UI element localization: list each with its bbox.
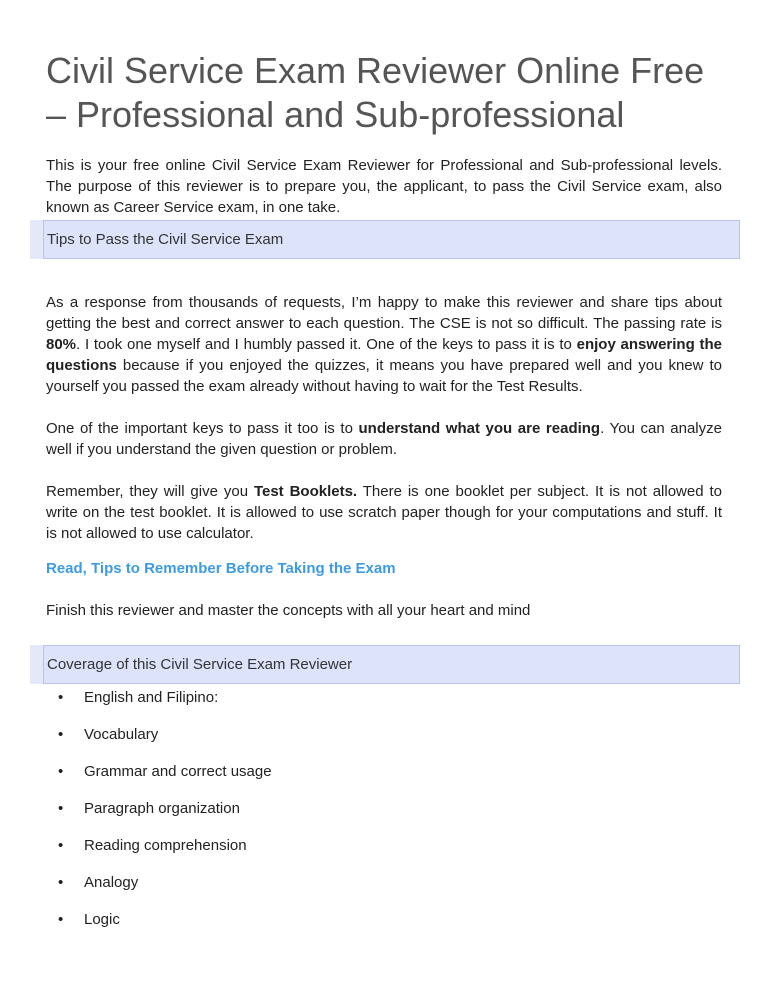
coverage-list (46, 688, 272, 947)
list-item: • English and Filipino: (46, 688, 272, 725)
finish-paragraph: Finish this reviewer and master the concepts with all your heart and mind (46, 602, 531, 619)
section-heading-coverage (30, 645, 740, 684)
list-item: • Paragraph organization (46, 799, 272, 836)
section-heading-text: Coverage of this Civil Service Exam Reviewer (43, 645, 740, 684)
text: One of the important keys to pass it too is to (46, 420, 359, 437)
list-item: • Vocabulary (46, 725, 272, 762)
text: because if you enjoyed the quizzes, it means you have prepared well and you knew to yourself you passed the exam already without having to wait for the Test Results. (46, 357, 722, 395)
list-item: • Logic (46, 910, 272, 947)
text: As a response from thousands of requests, I’m happy to make this reviewer and share tips about getting the best and correct answer to each question. The CSE is not so difficult. The passing rate is (46, 294, 722, 332)
section-heading-tips (30, 220, 740, 259)
tips-paragraph (46, 292, 722, 397)
text: Remember, they will give you (46, 483, 254, 500)
bold-text: Test Booklets. (253, 483, 358, 500)
list-item: • Grammar and correct usage (46, 762, 272, 799)
heading-strip (30, 220, 44, 259)
heading-strip (30, 645, 44, 684)
list-item: • Analogy (46, 873, 272, 910)
intro-paragraph: This is your free online Civil Service Exam Reviewer for Professional and Sub-professional levels. The purpose of this reviewer is to prepare you, the applicant, to pass the Civil Service exam, also known as Career Service exam, in one take. (46, 157, 722, 216)
bold-text: understand what you are reading (358, 420, 601, 437)
section-heading-text: Tips to Pass the Civil Service Exam (43, 220, 740, 259)
tips-before-exam-link[interactable]: Read, Tips to Remember Before Taking the Exam (46, 560, 396, 577)
understanding-paragraph (46, 418, 722, 460)
passing-rate: 80% (46, 336, 77, 353)
bold-text: enjoy answering the questions (46, 336, 723, 374)
text: . I took one myself and I humbly passed it. One of the keys to pass it is to (76, 336, 577, 353)
tips-link-paragraph (46, 558, 722, 579)
text: There is one booklet per subject. It is not allowed to write on the test booklet. It is allowed to use scratch paper though for your computations and stuff. It is not allowed to use calculator. (46, 483, 722, 542)
page-title: Civil Service Exam Reviewer Online Free – Professional and Sub-professional (46, 50, 705, 135)
booklets-paragraph (46, 481, 722, 544)
list-item: • Reading comprehension (46, 836, 272, 873)
text: . You can analyze well if you understand the given question or problem. (46, 420, 722, 458)
